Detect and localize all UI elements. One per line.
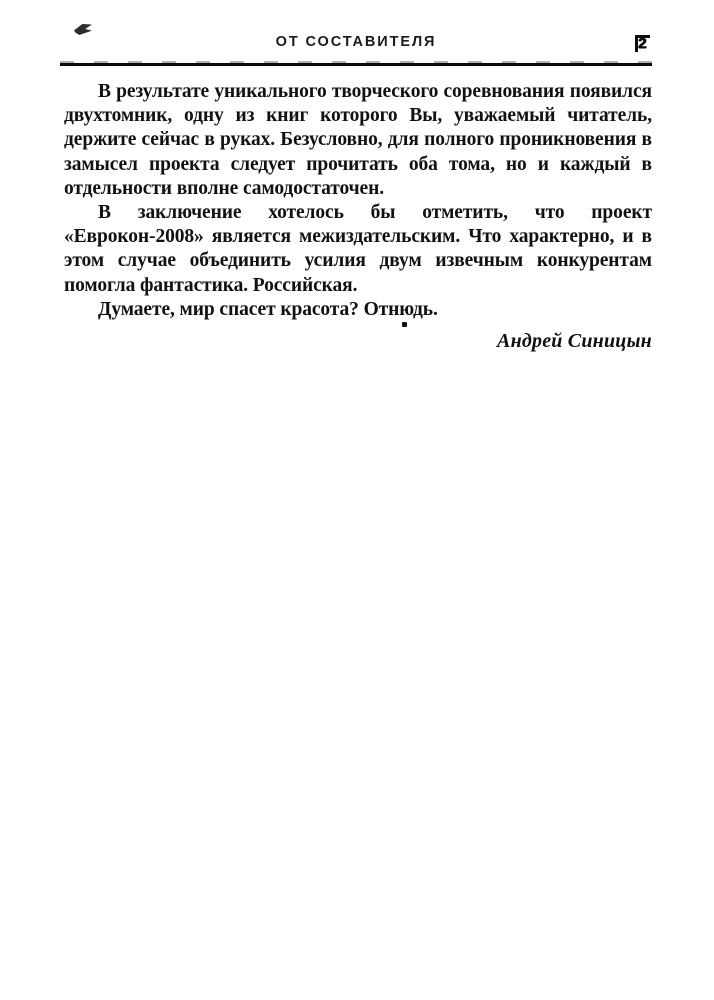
paragraph: В заключение хотелось бы отметить, что проект «Еврокон-2008» является межиздательским. Что характерно, и в этом случае объединить усилия двум извечным конкурентам помогла фантастика. Российская.	[64, 202, 652, 296]
page-number: 2	[635, 35, 650, 52]
running-header	[60, 34, 652, 64]
author-signature: Андрей Синицын	[497, 330, 652, 352]
header-divider	[60, 63, 652, 66]
paragraph: Думаете, мир спасет красота? Отнюдь.	[98, 298, 438, 320]
running-header-title: ОТ СОСТАВИТЕЛЯ	[275, 34, 437, 50]
scan-artifact-dot-icon	[402, 322, 407, 327]
body-text	[64, 80, 652, 322]
paragraph: В результате уникального творческого соревнования появился двухтомник, одну из книг которого Вы, уважаемый читатель, держите сейчас в руках. Безусловно, для полного проникновения в замысел проекта следует прочитать оба тома, но и каждый в отдельности вполне самодостаточен.	[64, 81, 652, 199]
